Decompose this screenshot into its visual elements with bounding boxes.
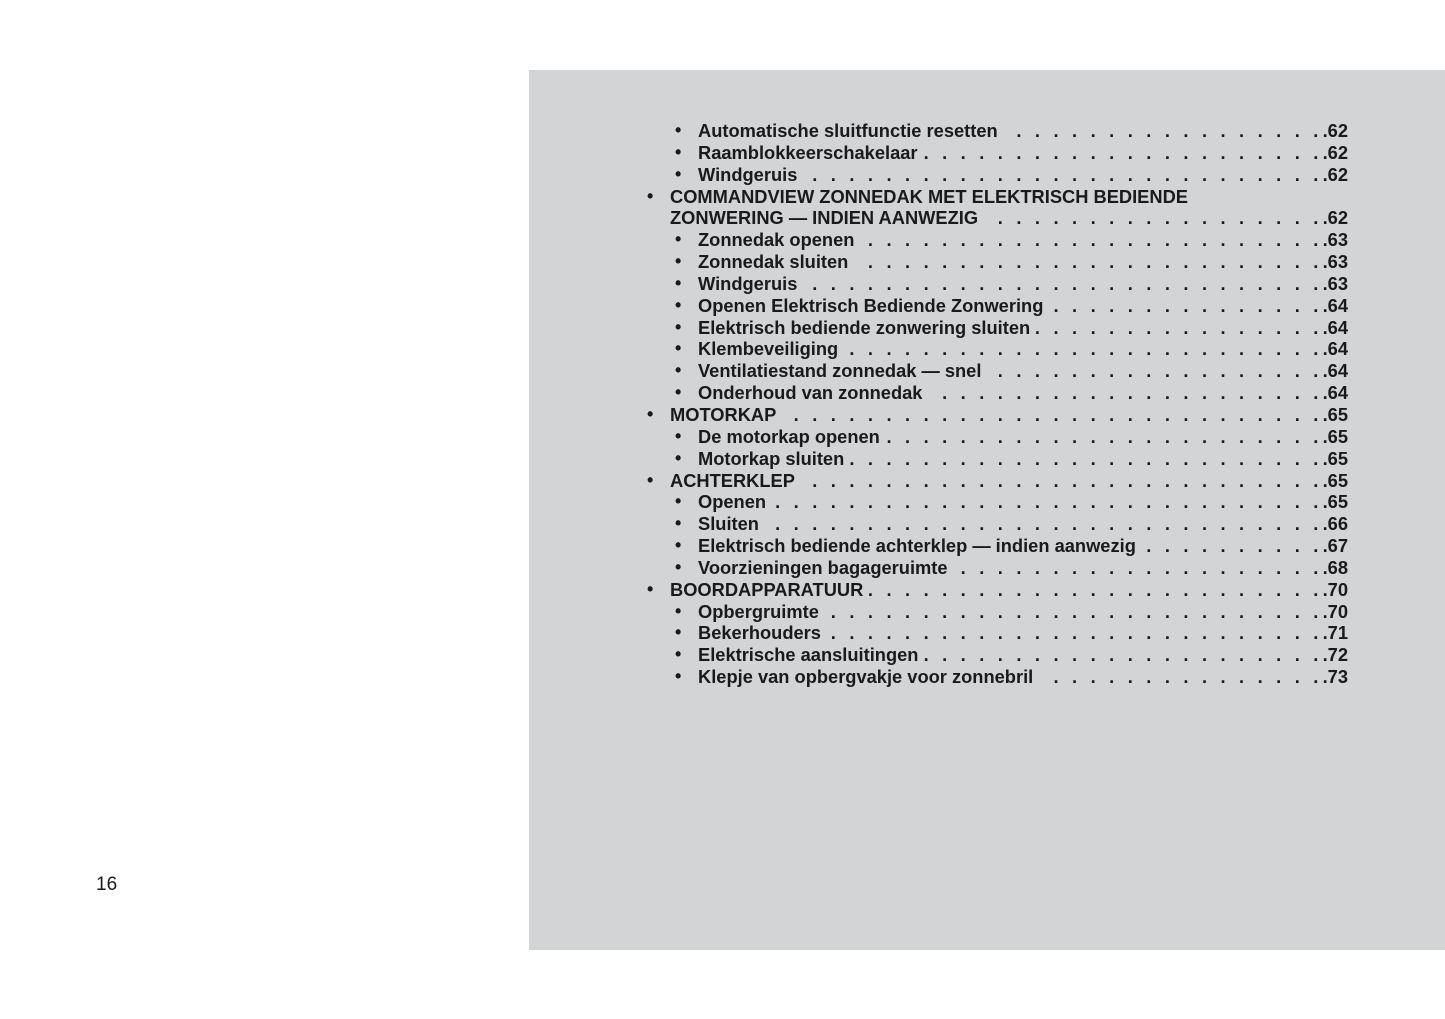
toc-subsection-entry[interactable]	[641, 666, 1348, 688]
toc-entry-page: .64	[1322, 316, 1348, 338]
toc-entry-page: .70	[1322, 600, 1348, 622]
toc-entry-title: MOTORKAP	[670, 403, 777, 425]
toc-subsection-entry[interactable]	[641, 644, 1348, 666]
toc-section-entry[interactable]	[641, 579, 1348, 601]
toc-subsection-entry[interactable]	[641, 120, 1348, 142]
dot-leader	[801, 470, 1323, 492]
toc-entry-title: Onderhoud van zonnedak	[698, 382, 923, 404]
toc-subsection-entry[interactable]	[641, 317, 1348, 339]
toc-entry-title: Windgeruis	[698, 163, 798, 185]
bullet-icon: •	[675, 229, 682, 250]
bullet-icon: •	[647, 403, 654, 424]
toc-entry-page: .62	[1322, 120, 1348, 141]
toc-entry-title: COMMANDVIEW ZONNEDAK MET ELEKTRISCH BEDIENDE	[670, 185, 1188, 207]
bullet-icon: •	[675, 447, 682, 468]
toc-entry-page: .65	[1322, 447, 1348, 469]
bullet-icon: •	[675, 622, 682, 643]
toc-subsection-entry[interactable]	[641, 513, 1348, 535]
toc-entry-page: .73	[1322, 666, 1348, 688]
toc-entry-title: Openen	[698, 491, 767, 513]
bullet-icon: •	[675, 338, 682, 359]
toc-section-entry[interactable]	[641, 404, 1348, 426]
bullet-icon: •	[675, 491, 682, 512]
dot-leader	[924, 644, 1322, 666]
toc-entry-title: Zonnedak sluiten	[698, 251, 849, 273]
toc-entry-page: .67	[1322, 535, 1348, 557]
toc-subsection-entry[interactable]	[641, 164, 1348, 186]
bullet-icon: •	[675, 513, 682, 534]
toc-entry-page: .65	[1322, 491, 1348, 513]
toc-subsection-entry[interactable]	[641, 142, 1348, 164]
table-of-contents	[641, 120, 1348, 688]
toc-subsection-entry[interactable]	[641, 360, 1348, 382]
bullet-icon: •	[675, 120, 682, 140]
toc-entry-title: Sluiten	[698, 513, 759, 535]
toc-entry-page: .63	[1322, 229, 1348, 251]
dot-leader	[886, 426, 1323, 448]
toc-entry-title: ACHTERKLEP	[670, 469, 795, 491]
dot-leader	[924, 142, 1323, 164]
toc-entry-page: .64	[1322, 294, 1348, 316]
toc-subsection-entry[interactable]	[641, 448, 1348, 470]
bullet-icon: •	[675, 382, 682, 403]
dot-leader	[1036, 317, 1322, 339]
toc-entry-title: ZONWERING — INDIEN AANWEZIG	[670, 207, 979, 229]
toc-subsection-entry[interactable]	[641, 338, 1348, 360]
toc-entry-page: .62	[1322, 163, 1348, 185]
toc-entry-title: Klepje van opbergvakje voor zonnebril	[698, 666, 1034, 688]
dot-leader	[928, 382, 1322, 404]
bullet-icon: •	[675, 316, 682, 337]
toc-entry-page: .64	[1322, 338, 1348, 360]
page-number: 16	[96, 874, 118, 895]
bullet-icon: •	[675, 141, 682, 162]
toc-entry-title: Ventilatiestand zonnedak — snel	[698, 360, 982, 382]
toc-entry-title: Elektrische aansluitingen	[698, 644, 919, 666]
toc-entry-title: BOORDAPPARATUUR	[670, 578, 864, 600]
toc-subsection-entry[interactable]	[641, 491, 1348, 513]
dot-leader	[827, 622, 1323, 644]
dot-leader	[844, 338, 1322, 360]
toc-entry-title: De motorkap openen	[698, 425, 880, 447]
toc-entry-title: Opbergruimte	[698, 600, 819, 622]
toc-section-entry[interactable]	[641, 207, 1348, 229]
bullet-icon: •	[675, 600, 682, 621]
toc-subsection-entry[interactable]	[641, 557, 1348, 579]
toc-entry-title: Zonnedak openen	[698, 229, 855, 251]
toc-entry-page: .62	[1322, 141, 1348, 163]
toc-entry-page: .65	[1322, 403, 1348, 425]
bullet-icon: •	[675, 272, 682, 293]
dot-leader	[854, 251, 1322, 273]
toc-entry-title: Automatische sluitfunctie resetten	[698, 120, 998, 141]
bullet-icon: •	[647, 185, 654, 206]
dot-leader	[803, 273, 1322, 295]
bullet-icon: •	[675, 251, 682, 272]
toc-entry-page: .63	[1322, 251, 1348, 273]
toc-entry-page: .71	[1322, 622, 1348, 644]
toc-subsection-entry[interactable]	[641, 273, 1348, 295]
toc-entry-page: .62	[1322, 207, 1348, 229]
dot-leader	[954, 557, 1323, 579]
bullet-icon: •	[675, 294, 682, 315]
dot-leader	[860, 229, 1322, 251]
toc-subsection-entry[interactable]	[641, 295, 1348, 317]
toc-entry-page: .63	[1322, 272, 1348, 294]
dot-leader	[1049, 295, 1322, 317]
dot-leader	[869, 579, 1322, 601]
dot-leader	[850, 448, 1322, 470]
dot-leader	[765, 513, 1323, 535]
toc-entry-page: .68	[1322, 556, 1348, 578]
toc-entry-page: .65	[1322, 469, 1348, 491]
bullet-icon: •	[675, 666, 682, 687]
dot-leader	[987, 360, 1322, 382]
toc-entry-title: Klembeveiliging	[698, 338, 839, 360]
dot-leader	[1039, 666, 1322, 688]
toc-entry-page: .64	[1322, 360, 1348, 382]
dot-leader	[772, 491, 1323, 513]
bullet-icon: •	[675, 360, 682, 381]
toc-entry-title: Windgeruis	[698, 272, 798, 294]
toc-subsection-entry[interactable]	[641, 622, 1348, 644]
dot-leader	[803, 164, 1322, 186]
toc-entry-page: .65	[1322, 425, 1348, 447]
toc-section-entry[interactable]	[641, 186, 1348, 208]
bullet-icon: •	[647, 578, 654, 599]
dot-leader	[1142, 535, 1323, 557]
bullet-icon: •	[647, 469, 654, 490]
toc-entry-page: .70	[1322, 578, 1348, 600]
bullet-icon: •	[675, 535, 682, 556]
toc-entry-page: .64	[1322, 382, 1348, 404]
toc-entry-title: Raamblokkeerschakelaar	[698, 141, 918, 163]
toc-entry-title: Elektrisch bediende zonwering sluiten	[698, 316, 1031, 338]
toc-entry-title: Elektrisch bediende achterklep — indien aanwezig	[698, 535, 1136, 557]
dot-leader	[782, 404, 1322, 426]
toc-entry-page: .66	[1322, 513, 1348, 535]
toc-entry-title: Openen Elektrisch Bediende Zonwering	[698, 294, 1044, 316]
dot-leader	[984, 207, 1323, 229]
bullet-icon: •	[675, 163, 682, 184]
toc-subsection-entry[interactable]	[641, 382, 1348, 404]
toc-subsection-entry[interactable]	[641, 535, 1348, 557]
toc-subsection-entry[interactable]	[641, 251, 1348, 273]
dot-leader	[1004, 120, 1323, 142]
toc-subsection-entry[interactable]	[641, 601, 1348, 623]
toc-entry-title: Voorzieningen bagageruimte	[698, 556, 948, 578]
bullet-icon: •	[675, 556, 682, 577]
toc-section-entry[interactable]	[641, 470, 1348, 492]
dot-leader	[825, 601, 1323, 623]
toc-entry-title: Motorkap sluiten	[698, 447, 845, 469]
bullet-icon: •	[675, 644, 682, 665]
toc-entry-title: Bekerhouders	[698, 622, 821, 644]
bullet-icon: •	[675, 425, 682, 446]
toc-subsection-entry[interactable]	[641, 426, 1348, 448]
toc-subsection-entry[interactable]	[641, 229, 1348, 251]
toc-entry-page: .72	[1322, 644, 1348, 666]
